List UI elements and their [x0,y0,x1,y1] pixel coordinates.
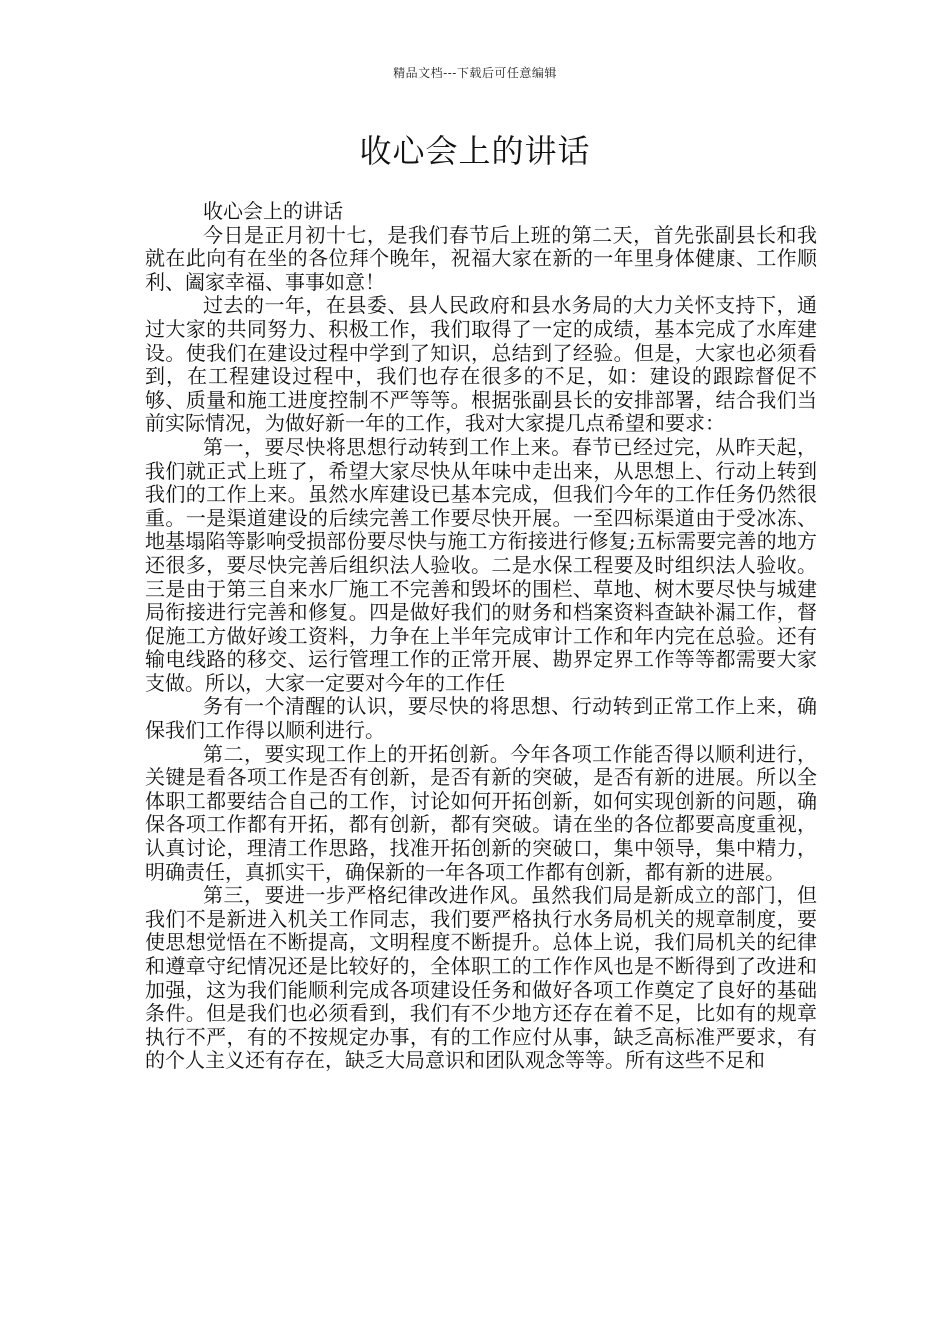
page-header-note: 精品文档---下载后可任意编辑 [393,66,557,80]
document-title: 收心会上的讲话 [359,132,591,170]
document-body [145,200,817,1073]
paragraph-review: 过去的一年，在县委、县人民政府和县水务局的大力关怀支持下，通过大家的共同努力、积极工作，我们取得了一定的成绩，基本完成了水库建设。使我们在建设过程中学到了知识，总结到了经验。但是，大家也必须看到，在工程建设过程中，我们也存在很多的不足，如：建设的跟踪督促不够、质量和施工进度控制不严等等。根据张副县长的安排部署，结合我们当前实际情况，为做好新一年的工作，我对大家提几点希望和要求： [145,293,817,436]
paragraph-point-one: 第一，要尽快将思想行动转到工作上来。春节已经过完，从昨天起，我们就正式上班了，希望大家尽快从年味中走出来，从思想上、行动上转到我们的工作上来。虽然水库建设已基本完成，但我们今年的工作任务仍然很重。一是渠道建设的后续完善工作要尽快开展。一至四标渠道由于受冰冻、地基塌陷等影响受损部份要尽快与施工方衔接进行修复;五标需要完善的地方还很多，要尽快完善后组织法人验收。二是水保工程要及时组织法人验收。三是由于第三自来水厂施工不完善和毁坏的围栏、草地、树木要尽快与城建局衔接进行完善和修复。四是做好我们的财务和档案资料查缺补漏工作，督促施工方做好竣工资料，力争在上半年完成审计工作和年内完在总验。还有输电线路的移交、运行管理工作的正常开展、勘界定界工作等等都需要大家支做。所以，大家一定要对今年的工作任 [145,434,817,695]
paragraph-point-three: 第三，要进一步严格纪律改进作风。虽然我们局是新成立的部门，但我们不是新进入机关工作同志，我们要严格执行水务局机关的规章制度，要使思想觉悟在不断提高，文明程度不断提升。总体上说，我们局机关的纪律和遵章守纪情况还是比较好的，全体职工的工作作风也是不断得到了改进和加强，这为我们能顺利完成各项建设任务和做好各项工作奠定了良好的基础条件。但是我们也必须看到，我们有不少地方还存在着不足，比如有的规章执行不严，有的不按规定办事，有的工作应付从事，缺乏高标准严要求，有的个人主义还有存在，缺乏大局意识和团队观念等等。所有这些不足和 [145,883,817,1073]
paragraph-point-one-cont: 务有一个清醒的认识，要尽快的将思想、行动转到正常工作上来，确保我们工作得以顺利进行。 [145,694,817,743]
paragraph-greeting: 今日是正月初十七，是我们春节后上班的第二天，首先张副县长和我就在此向有在坐的各位拜个晚年，祝福大家在新的一年里身体健康、工作顺利、阖家幸福、事事如意！ [145,222,817,294]
paragraph-point-two: 第二，要实现工作上的开拓创新。今年各项工作能否得以顺利进行，关键是看各项工作是否有创新，是否有新的突破，是否有新的进展。所以全体职工都要结合自己的工作，讨论如何开拓创新，如何实现创新的问题，确保各项工作都有开拓，都有创新，都有突破。请在坐的各位都要高度重视，认真讨论，理清工作思路，找准开拓创新的突破口，集中领导，集中精力，明确责任，真抓实干，确保新的一年各项工作都有创新，都有新的进展。 [145,741,817,884]
paragraph-subtitle: 收心会上的讲话 [203,199,343,223]
